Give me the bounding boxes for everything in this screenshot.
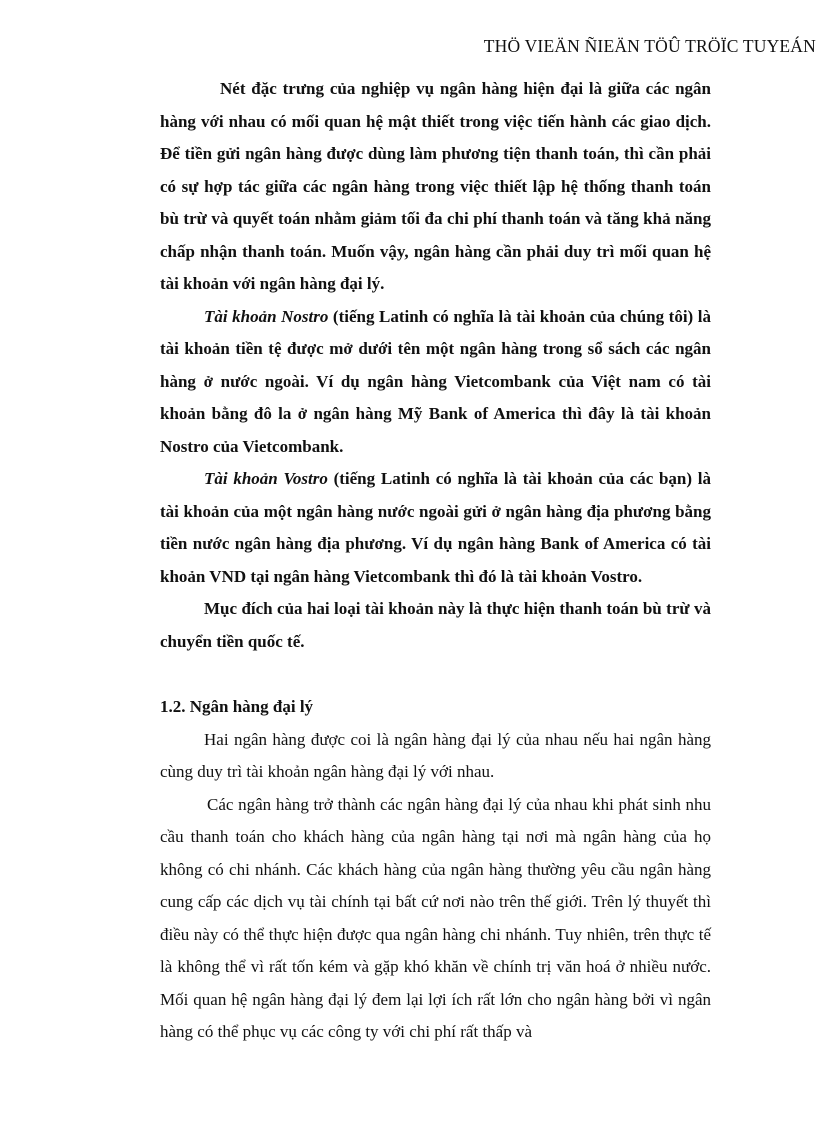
nostro-definition: (tiếng Latinh có nghĩa là tài khoản của chúng tôi) là tài khoản tiền tệ được mở dưới tên một ngân hàng trong sổ sách các ngân hàng ở nước ngoài. Ví dụ ngân hàng Vietcombank của Việt nam có tài khoản bằng đô la ở ngân hàng Mỹ Bank of America thì đây là tài khoản Nostro của Vietcombank.	[160, 306, 712, 456]
section-heading: 1.2. Ngân hàng đại lý	[160, 697, 314, 716]
page-header: THÖ VIEÄN ÑIEÄN TÖÛ TRÖÏC TUYEÁN	[483, 36, 816, 56]
paragraph-nostro	[160, 301, 711, 464]
paragraph-intro: Nét đặc trưng của nghiệp vụ ngân hàng hiện đại là giữa các ngân hàng với nhau có mối quan hệ mật thiết trong việc tiến hành các giao dịch. Để tiền gửi ngân hàng được dùng làm phương tiện thanh toán, thì cần phải có sự hợp tác giữa các ngân hàng trong việc thiết lập hệ thống thanh toán bù trừ và quyết toán nhằm giảm tối đa chi phí thanh toán và tăng khả năng chấp nhận thanh toán. Muốn vậy, ngân hàng cần phải duy trì mối quan hệ tài khoản với ngân hàng đại lý.	[160, 79, 711, 293]
document-body	[160, 73, 711, 1049]
paragraph-correspondent-details: Các ngân hàng trở thành các ngân hàng đại lý của nhau khi phát sinh nhu cầu thanh toán cho khách hàng của ngân hàng tại nơi mà ngân hàng của họ không có chi nhánh. Các khách hàng của ngân hàng thường yêu cầu ngân hàng cung cấp các dịch vụ tài chính tại bất cứ nơi nào trên thế giới. Trên lý thuyết thì điều này có thể thực hiện được qua ngân hàng chi nhánh. Tuy nhiên, trên thực tế là không thể vì rất tốn kém và gặp khó khăn về chính trị văn hoá ở nhiều nước. Mối quan hệ ngân hàng đại lý đem lại lợi ích rất lớn cho ngân hàng bởi vì ngân hàng có thể phục vụ các công ty với chi phí rất thấp và	[160, 794, 711, 1041]
paragraph-vostro	[160, 463, 711, 593]
section-spacer	[160, 658, 711, 691]
vostro-definition: (tiếng Latinh có nghĩa là tài khoản của các bạn) là tài khoản của một ngân hàng nước ngoài gửi ở ngân hàng địa phương bằng tiền nước ngân hàng địa phương. Ví dụ ngân hàng Bank of America có tài khoản VND tại ngân hàng Vietcombank thì đó là tài khoản Vostro.	[160, 469, 711, 586]
paragraph-purpose: Mục đích của hai loại tài khoản này là thực hiện thanh toán bù trừ và chuyển tiền quốc tế.	[160, 599, 711, 651]
paragraph-correspondent-definition: Hai ngân hàng được coi là ngân hàng đại lý của nhau nếu hai ngân hàng cùng duy trì tài khoản ngân hàng đại lý với nhau.	[160, 729, 711, 781]
term-nostro: Tài khoản Nostro	[204, 306, 329, 326]
term-vostro: Tài khoản Vostro	[204, 469, 328, 488]
